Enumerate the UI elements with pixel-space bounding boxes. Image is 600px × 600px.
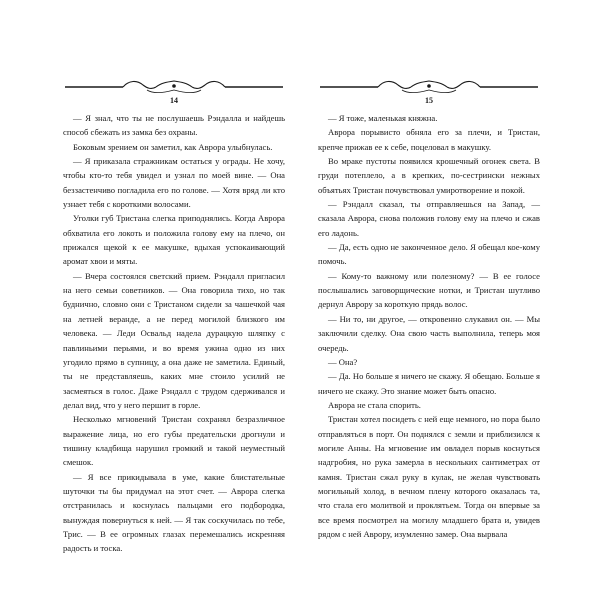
paragraph: — Она?	[328, 356, 358, 367]
page-number-right: 15	[425, 96, 433, 105]
paragraph: — Рэндалл сказал, ты отправляешься на Запад, — сказала Аврора, снова положив голову ему на плечо и сжав его ладонь.	[318, 199, 540, 238]
paragraph: Во мраке пустоты появился крошечный огонек света. В груди потеплело, а в крепких, по-сестрински нежных объятьях Тристан почувствовал умиротворение и покой.	[318, 156, 540, 195]
paragraph: — Кому-то важному или полезному? — В ее голосе послышались заговорщические нотки, и Тристан шутливо дернул Аврору за короткую прядь волос.	[318, 270, 540, 310]
paragraph: Аврора не стала спорить.	[328, 399, 421, 410]
paragraph: — Да. Но больше я ничего не скажу. Я обещаю. Больше я ничего не скажу. Это знание может быть опасно.	[318, 371, 540, 396]
paragraph: — Я тоже, маленькая княжна.	[328, 113, 438, 123]
paragraph: — Я знал, что ты не послушаешь Рэндалла и найдешь способ сбежать из замка без охраны.	[63, 113, 285, 138]
paragraph: — Вчера состоялся светский прием. Рэндалл пригласил на него семьи советников. — Она говорила тихо, но так буднично, словно они с Тристаном сидели за чашечкой чая на летней веранде, а не перед могилой близкого им человека. — Леди Освальд надела дурацкую шляпку с павлиньими перьями, и во время ужина одно из них угодило прямо в супницу, а она даже не заметила. Единый, ты не представляешь, каких мне стоило усилий не засмеяться в голос. Даже Рэндалл с трудом сдерживался и делал вид, что у него першит в горле.	[63, 270, 285, 410]
paragraph: Боковым зрением он заметил, как Аврора улыбнулась.	[73, 141, 273, 152]
left-page-text	[63, 111, 285, 556]
paragraph: Тристан хотел посидеть с ней еще немного, но пора было отправляться в порт. Он поднялся с земли и приблизился к могиле Анны. На мгновение им овладел порыв коснуться надгробия, но рука замерла в нескольких сантиметрах от камня. Тристан сжал руку в кулак, не желая чувствовать могильный холод, в вечном плену которого оказалась та, что стала его молитвой и проклятьем. Тогда он впервые за все время посмотрел на могилу младшего брата и, увидев рядом с ней Аврору, изумленно замер. Она вырвала	[318, 414, 540, 539]
header-ornament-right	[318, 78, 540, 96]
paragraph: Аврора порывисто обняла его за плечи, и Тристан, крепче прижав ее к себе, поцеловал в макушку.	[318, 127, 540, 152]
paragraph: — Ни то, ни другое, — откровенно слукавил он. — Мы заключили сделку. Она свою часть выполнила, теперь моя очередь.	[318, 313, 540, 353]
paragraph: Несколько мгновений Тристан сохранял безразличное выражение лица, но его губы предательски дрогнули и тишину кладбища нарушил громкий и такой неуместный смешок.	[63, 414, 285, 468]
paragraph: — Я приказала стражникам остаться у ограды. Не хочу, чтобы кто-то тебя увидел и узнал по моей вине. — Она беззастенчиво погладила его по голове. — Хотя вряд ли кто узнает тебя с короткими волосами.	[63, 156, 285, 210]
paragraph: — Я все прикидывала в уме, какие блистательные шуточки ты бы придумал на этот счет. — Аврора слегка отстранилась и коснулась пальцами его подбородка, вынуждая повернуться к ней. — Я так соскучилась по тебе, Трис. — В ее огромных глазах перемешались искренняя радость и тоска.	[63, 471, 285, 554]
page-number-left: 14	[170, 96, 178, 105]
header-ornament-left	[63, 78, 285, 96]
paragraph: — Да, есть одно не законченное дело. Я обещал кое-кому помочь.	[318, 242, 540, 267]
paragraph: Уголки губ Тристана слегка приподнялись. Когда Аврора обхватила его локоть и положила голову ему на плечо, он прижался щекой к ее макушке, вдыхая успокаивающий аромат хвои и мяты.	[63, 213, 285, 267]
right-page-text	[318, 111, 540, 541]
